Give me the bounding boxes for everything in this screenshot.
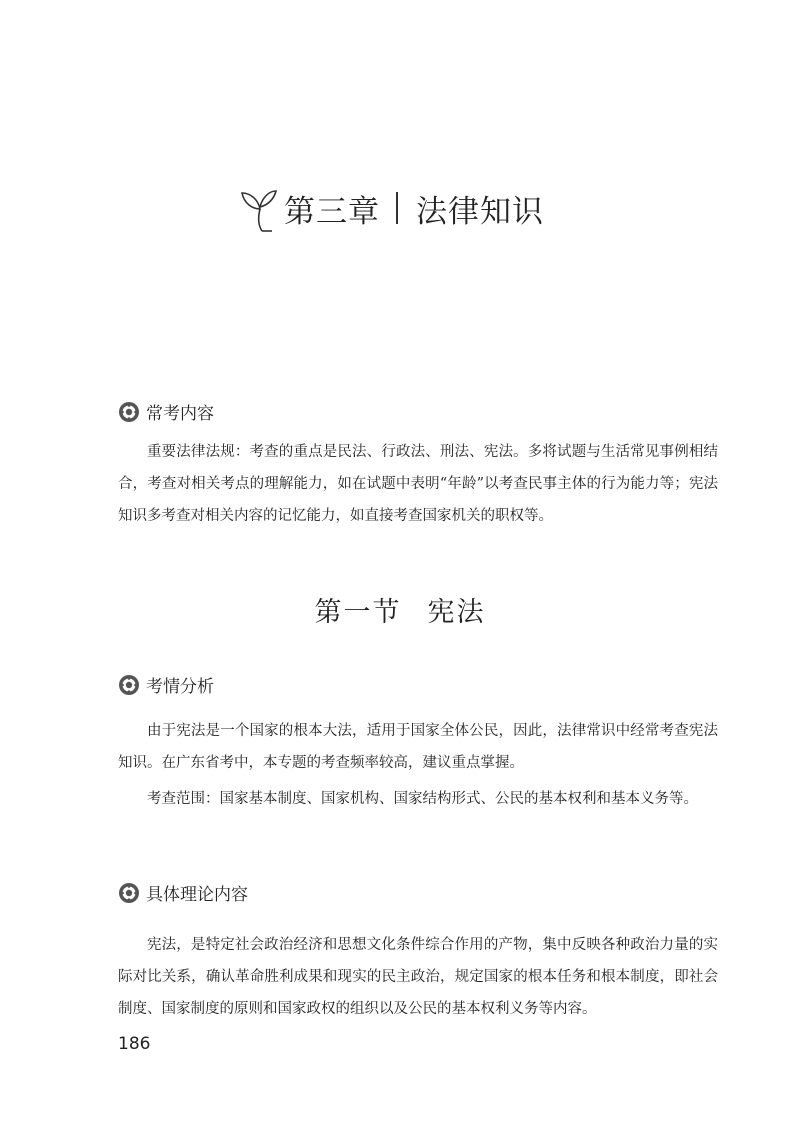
- heading-label: 具体理论内容: [146, 885, 248, 905]
- exam-analysis-paragraph-1: 由于宪法是一个国家的根本大法，适用于国家全体公民，因此，法律常识中经常考查宪法知识。在广东省考中，本专题的考查频率较高，建议重点掌握。: [118, 723, 718, 771]
- section-name: 宪法: [427, 597, 486, 628]
- section-title: [0, 590, 800, 629]
- sprout-icon: [232, 183, 282, 233]
- frequent-content-heading: [118, 399, 214, 424]
- section-number: 第一节: [314, 597, 402, 628]
- heading-label: 考情分析: [146, 677, 214, 697]
- exam-analysis-paragraph-2: 考查范围：国家基本制度、国家机构、国家结构形式、公民的基本权利和基本义务等。: [147, 791, 698, 807]
- heading-label: 常考内容: [146, 404, 214, 424]
- theory-content-heading: [118, 880, 248, 905]
- chapter-divider: [396, 192, 398, 224]
- flower-badge-icon: [118, 401, 140, 423]
- frequent-content-paragraph: 重要法律法规：考查的重点是民法、行政法、刑法、宪法。多将试题与生活常见事例相结合，考查对相关考点的理解能力，如在试题中表明“年龄”以考查民事主体的行为能力等；宪法知识多考查对相关内容的记忆能力，如直接考查国家机关的职权等。: [118, 444, 718, 524]
- chapter-name: 法律知识: [416, 193, 544, 230]
- theory-content-paragraph: 宪法，是特定社会政治经济和思想文化条件综合作用的产物，集中反映各种政治力量的实际对比关系，确认革命胜利成果和现实的民主政治，规定国家的根本任务和根本制度，即社会制度、国家制度的原则和国家政权的组织以及公民的基本权利义务等内容。: [118, 937, 718, 1017]
- chapter-number: 第三章: [284, 193, 380, 230]
- chapter-title: [232, 178, 544, 238]
- page-number: 186: [118, 1034, 151, 1054]
- flower-badge-icon: [118, 674, 140, 696]
- exam-analysis-heading: [118, 672, 214, 697]
- flower-badge-icon: [118, 882, 140, 904]
